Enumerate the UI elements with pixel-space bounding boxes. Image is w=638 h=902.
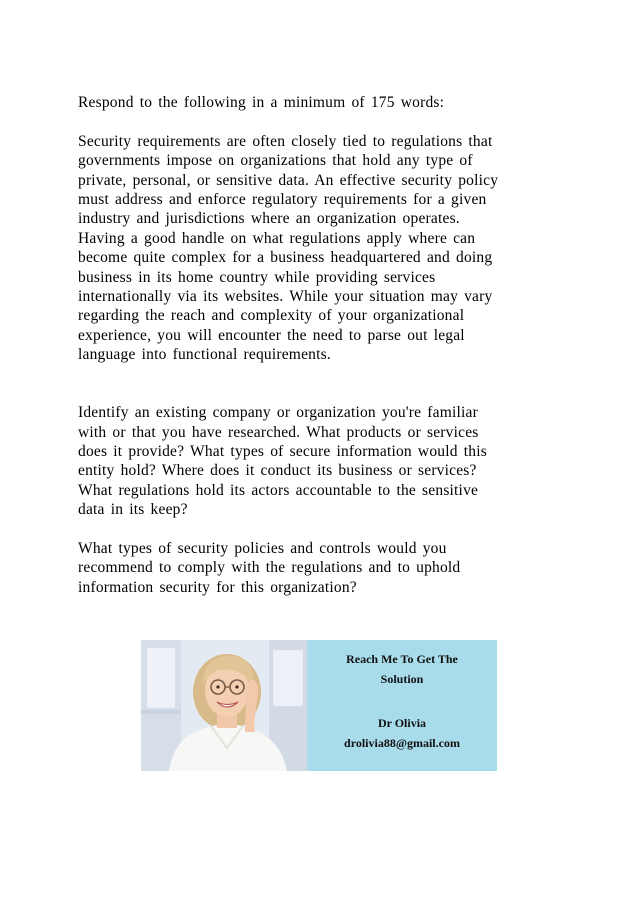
woman-portrait-image bbox=[141, 640, 307, 771]
doc-line: internationally via its websites. While your situation may vary bbox=[78, 287, 493, 305]
doc-line: language into functional requirements. bbox=[78, 346, 331, 364]
doc-line: industry and jurisdictions where an organization operates. bbox=[78, 210, 460, 228]
doc-line: governments impose on organizations that hold any type of bbox=[78, 152, 473, 170]
doc-line: regarding the reach and complexity of your organizational bbox=[78, 307, 465, 325]
blank-line bbox=[78, 112, 578, 131]
doc-line: data in its keep? bbox=[78, 501, 188, 519]
blank-line bbox=[78, 520, 578, 539]
contact-info-panel bbox=[307, 640, 497, 771]
contact-name: Dr Olivia bbox=[377, 716, 427, 730]
document-body bbox=[78, 93, 578, 597]
blank-line bbox=[78, 364, 578, 403]
doc-line: must address and enforce regulatory requirements for a given bbox=[78, 190, 487, 208]
doc-line: What types of security policies and controls would you bbox=[78, 540, 447, 557]
doc-line: information security for this organization? bbox=[78, 578, 357, 596]
doc-line: business in its home country while providing services bbox=[78, 268, 436, 286]
doc-line: does it provide? What types of secure information would this bbox=[78, 443, 487, 461]
doc-line: with or that you have researched. What products or services bbox=[78, 423, 479, 441]
doc-line: Identify an existing company or organization you're familiar bbox=[78, 404, 478, 422]
doc-line: What regulations hold its actors accountable to the sensitive bbox=[78, 481, 479, 499]
doc-line: Respond to the following in a minimum of 175 words: bbox=[78, 94, 445, 111]
doc-line: private, personal, or sensitive data. An effective security policy bbox=[78, 171, 499, 189]
doc-line: become quite complex for a business headquartered and doing bbox=[78, 249, 493, 267]
contact-ad-banner[interactable] bbox=[141, 640, 497, 771]
contact-email[interactable]: drolivia88@gmail.com bbox=[344, 736, 460, 750]
ad-headline: Reach Me To Get The bbox=[346, 652, 458, 666]
doc-line: recommend to comply with the regulations and to uphold bbox=[78, 559, 461, 577]
ad-headline-solution: Solution bbox=[380, 672, 424, 686]
doc-line: Security requirements are often closely tied to regulations that bbox=[78, 132, 493, 150]
doc-line: Having a good handle on what regulations apply where can bbox=[78, 229, 476, 247]
portrait-illustration bbox=[141, 640, 307, 771]
doc-line: entity hold? Where does it conduct its business or services? bbox=[78, 462, 477, 480]
doc-line: experience, you will encounter the need to parse out legal bbox=[78, 326, 465, 344]
